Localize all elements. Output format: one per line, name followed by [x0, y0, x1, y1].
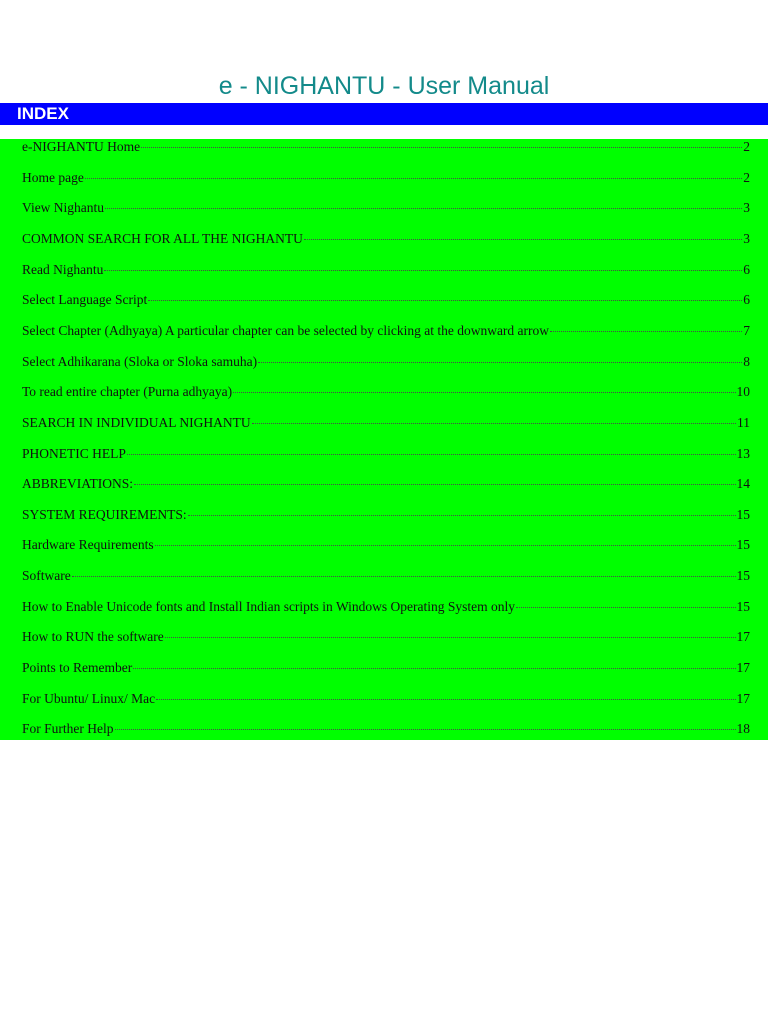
table-of-contents	[0, 139, 768, 740]
toc-entry-title: View Nighantu	[22, 200, 105, 216]
toc-entry-title: How to RUN the software	[22, 629, 164, 645]
toc-entry-page: 3	[743, 200, 750, 216]
toc-entry-page: 2	[743, 139, 750, 154]
toc-entry-title: Select Adhikarana (Sloka or Sloka samuha)	[22, 353, 258, 369]
toc-dot-leader	[72, 576, 736, 577]
index-heading: INDEX	[17, 104, 69, 123]
toc-dot-leader	[85, 178, 742, 179]
toc-dot-leader	[550, 331, 742, 332]
toc-dot-leader	[258, 362, 742, 363]
toc-dot-leader	[156, 699, 735, 700]
toc-entry-title: For Further Help	[22, 721, 114, 737]
toc-entry-page: 6	[743, 292, 750, 308]
toc-dot-leader	[188, 515, 736, 516]
toc-entry-page: 7	[743, 322, 750, 338]
toc-entry-page: 17	[736, 660, 750, 676]
toc-entry[interactable]	[22, 231, 750, 251]
toc-entry-page: 8	[743, 353, 750, 369]
toc-entry[interactable]	[22, 660, 750, 680]
toc-entry[interactable]	[22, 354, 750, 374]
toc-entry[interactable]	[22, 292, 750, 312]
toc-entry-page: 2	[743, 169, 750, 185]
index-header-bar	[0, 103, 768, 125]
toc-entry-title: For Ubuntu/ Linux/ Mac	[22, 690, 156, 706]
toc-entry-page: 14	[736, 476, 750, 492]
toc-dot-leader	[233, 392, 735, 393]
toc-entry-title: How to Enable Unicode fonts and Install Indian scripts in Windows Operating System only	[22, 598, 516, 614]
toc-entry-page: 18	[736, 721, 750, 737]
toc-entry[interactable]	[22, 446, 750, 466]
toc-dot-leader	[134, 484, 735, 485]
toc-dot-leader	[127, 454, 736, 455]
toc-entry-title: e-NIGHANTU Home	[22, 139, 141, 154]
toc-dot-leader	[304, 239, 742, 240]
toc-dot-leader	[141, 147, 742, 148]
toc-entry[interactable]	[22, 139, 750, 159]
toc-dot-leader	[133, 668, 735, 669]
toc-entry-title: Points to Remember	[22, 660, 133, 676]
toc-entry-title: ABBREVIATIONS:	[22, 476, 134, 492]
toc-entry[interactable]	[22, 507, 750, 527]
toc-entry[interactable]	[22, 323, 750, 343]
toc-dot-leader	[252, 423, 736, 424]
toc-entry[interactable]	[22, 537, 750, 557]
toc-entry[interactable]	[22, 599, 750, 619]
toc-entry-page: 6	[743, 261, 750, 277]
toc-entry-title: PHONETIC HELP	[22, 445, 126, 461]
toc-entry-page: 13	[736, 445, 750, 461]
toc-dot-leader	[115, 729, 736, 730]
toc-entry-title: Software	[22, 568, 71, 584]
toc-dot-leader	[148, 300, 742, 301]
toc-dot-leader	[105, 208, 742, 209]
toc-entry-title: Select Language Script	[22, 292, 148, 308]
toc-entry-page: 3	[743, 230, 750, 246]
toc-dot-leader	[516, 607, 735, 608]
toc-entry-title: Select Chapter (Adhyaya) A particular chapter can be selected by clicking at the downward arrow	[22, 322, 550, 338]
toc-entry-page: 15	[736, 598, 750, 614]
toc-entry[interactable]	[22, 262, 750, 282]
toc-entry-page: 11	[737, 414, 750, 430]
toc-entry-title: COMMON SEARCH FOR ALL THE NIGHANTU	[22, 230, 303, 246]
toc-entry-page: 15	[736, 506, 750, 522]
toc-entry[interactable]	[22, 170, 750, 190]
toc-entry-page: 15	[736, 568, 750, 584]
toc-entry-title: SEARCH IN INDIVIDUAL NIGHANTU	[22, 414, 251, 430]
toc-dot-leader	[165, 637, 736, 638]
toc-entry[interactable]	[22, 415, 750, 435]
toc-entry[interactable]	[22, 200, 750, 220]
toc-entry[interactable]	[22, 476, 750, 496]
toc-dot-leader	[104, 270, 742, 271]
toc-entry-title: Read Nighantu	[22, 261, 104, 277]
toc-dot-leader	[155, 545, 736, 546]
toc-entry-page: 10	[736, 384, 750, 400]
toc-entry-page: 17	[736, 629, 750, 645]
toc-entry-page: 17	[736, 690, 750, 706]
toc-entry[interactable]	[22, 691, 750, 711]
document-title: e - NIGHANTU - User Manual	[218, 72, 550, 100]
toc-entry-title: Home page	[22, 169, 84, 185]
toc-entry[interactable]	[22, 384, 750, 404]
toc-entry-page: 15	[736, 537, 750, 553]
toc-entry-title: To read entire chapter (Purna adhyaya)	[22, 384, 233, 400]
toc-entry-title: Hardware Requirements	[22, 537, 154, 553]
toc-entry[interactable]	[22, 568, 750, 588]
toc-entry-title: SYSTEM REQUIREMENTS:	[22, 506, 187, 522]
toc-entry[interactable]	[22, 629, 750, 649]
toc-entry[interactable]	[22, 721, 750, 741]
